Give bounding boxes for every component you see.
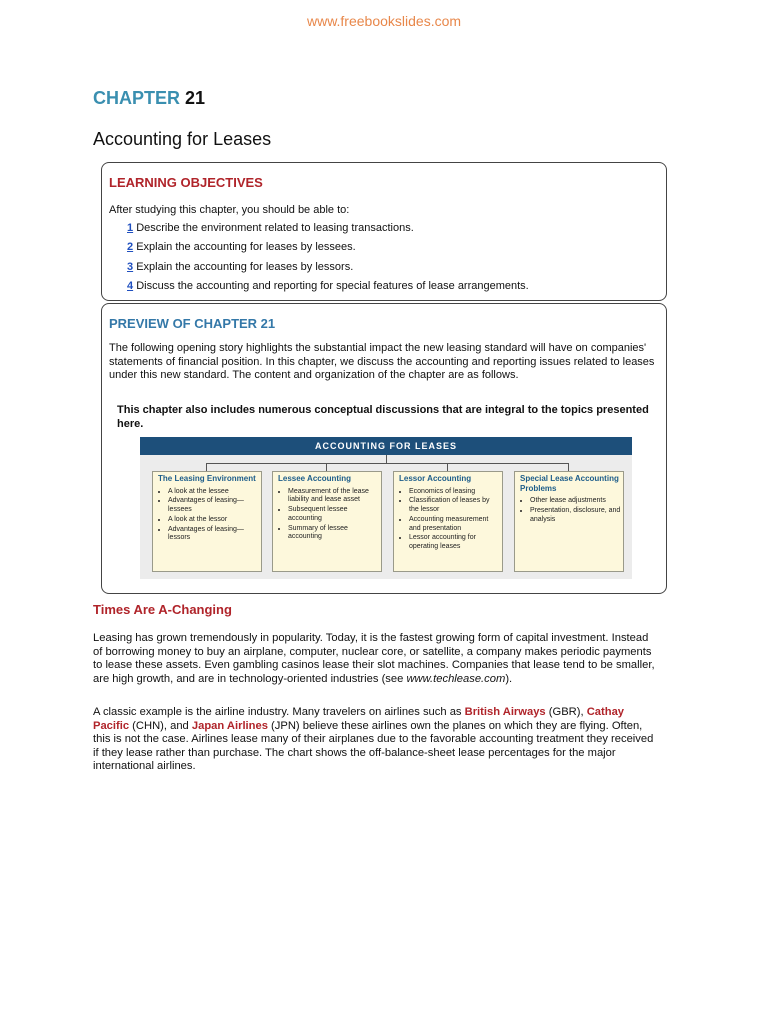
diagram-item: • Advantages of leasing—lessors: [168, 526, 259, 544]
diagram-item: • Accounting measurement and presentation: [409, 516, 500, 534]
section-heading: Times Are A-Changing: [93, 602, 232, 617]
paragraph-text: (CHN), and: [129, 719, 192, 732]
diagram-item: • Lessor accounting for operating leases: [409, 534, 500, 552]
objectives-intro: After studying this chapter, you should be able to:: [109, 204, 350, 216]
diagram-item: • Subsequent lessee accounting: [288, 506, 379, 524]
objective-link-1[interactable]: 1: [127, 222, 134, 234]
objective-item: [127, 241, 356, 253]
objective-text: Explain the accounting for leases by lessors.: [136, 261, 354, 273]
diagram-item: • A look at the lessor: [168, 516, 259, 525]
connector-line: [386, 455, 387, 463]
diagram-item: • Advantages of leasing—lessees: [168, 497, 259, 515]
chapter-organization-diagram: [140, 437, 632, 579]
diagram-item: • Classification of leases by the lessor: [409, 497, 500, 515]
diagram-box-lessee-accounting: [272, 471, 382, 572]
objective-link-4[interactable]: 4: [127, 280, 134, 292]
paragraph-text: (JPN) believe these airlines own the planes on which they are flying. Often, this is not the case. Airlines lease many of their airplanes due to the favorable accounting treatment they received if they lease rather than purchase. The chart shows the off-balance-sheet lease percentages for the major international airlines.: [93, 719, 654, 773]
diagram-item: • Measurement of the lease liability and lease asset: [288, 488, 379, 506]
connector-line: [206, 463, 568, 464]
chapter-preview-box: [101, 303, 667, 594]
diagram-box-heading: Lessee Accounting: [278, 474, 352, 483]
paragraph-airline-example: [93, 706, 655, 774]
diagram-title: ACCOUNTING FOR LEASES: [140, 437, 632, 455]
objective-item: [127, 261, 353, 273]
diagram-box-leasing-environment: [152, 471, 262, 572]
chapter-word: CHAPTER: [93, 88, 181, 108]
paragraph-text: Leasing has grown tremendously in popularity. Today, it is the fastest growing form of capital investment. Instead of borrowing money to buy an airplane, computer, nuclear core, or satellite, a company makes periodic payments to lease these assets. Even gambling casinos lease their slot machines. Companies that lease tend to be smaller, are high growth, and are in technology-oriented industries (see: [93, 632, 655, 685]
paragraph-leasing-growth: [93, 632, 655, 686]
diagram-item: • A look at the lessee: [168, 488, 259, 497]
paragraph-text: (GBR),: [545, 706, 587, 718]
connector-line: [326, 463, 327, 471]
diagram-item: • Economics of leasing: [409, 488, 500, 497]
objective-item: [127, 280, 529, 292]
preview-heading: PREVIEW OF CHAPTER 21: [109, 316, 276, 331]
diagram-item: • Other lease adjustments: [530, 497, 621, 506]
site-url-header[interactable]: www.freebookslides.com: [306, 13, 462, 29]
company-british-airways: British Airways: [464, 706, 546, 718]
objective-link-3[interactable]: 3: [127, 261, 134, 273]
diagram-item: • Presentation, disclosure, and analysis: [530, 507, 621, 525]
diagram-box-heading: The Leasing Environment: [158, 474, 256, 483]
connector-line: [206, 463, 207, 471]
objective-text: Explain the accounting for leases by lessees.: [136, 241, 356, 253]
diagram-box-heading: Lessor Accounting: [399, 474, 472, 483]
paragraph-text: A classic example is the airline industry. Many travelers on airlines such as: [93, 706, 465, 718]
chapter-label: [93, 88, 205, 109]
learning-objectives-box: [101, 162, 667, 301]
techlease-reference: www.techlease.com: [406, 672, 506, 685]
diagram-box-lessor-accounting: [393, 471, 503, 572]
objective-text: Discuss the accounting and reporting for special features of lease arrangements.: [136, 280, 529, 292]
company-cathay-pacific: Cathay Pacific: [93, 706, 625, 732]
chapter-number: 21: [185, 88, 206, 108]
diagram-box-special-lease-problems: [514, 471, 624, 572]
diagram-box-heading: Special Lease Accounting Problems: [520, 474, 619, 493]
diagram-item: • Summary of lessee accounting: [288, 525, 379, 543]
preview-text: The following opening story highlights the substantial impact the new leasing standard will have on companies' statements of financial position. In this chapter, we discuss the accounting and reporting issues related to leases under this new standard. The content and organization of the chapter are as follows.: [109, 342, 655, 382]
preview-bold-note: This chapter also includes numerous conceptual discussions that are integral to the topics presented here.: [117, 404, 649, 430]
learning-objectives-heading: LEARNING OBJECTIVES: [109, 175, 263, 190]
chapter-title: Accounting for Leases: [93, 129, 272, 149]
connector-line: [447, 463, 448, 471]
company-japan-airlines: Japan Airlines: [191, 719, 268, 732]
objective-link-2[interactable]: 2: [127, 241, 134, 253]
objective-text: Describe the environment related to leasing transactions.: [136, 222, 414, 234]
paragraph-text-end: ).: [505, 672, 513, 685]
connector-line: [568, 463, 569, 471]
objective-item: [127, 222, 414, 234]
